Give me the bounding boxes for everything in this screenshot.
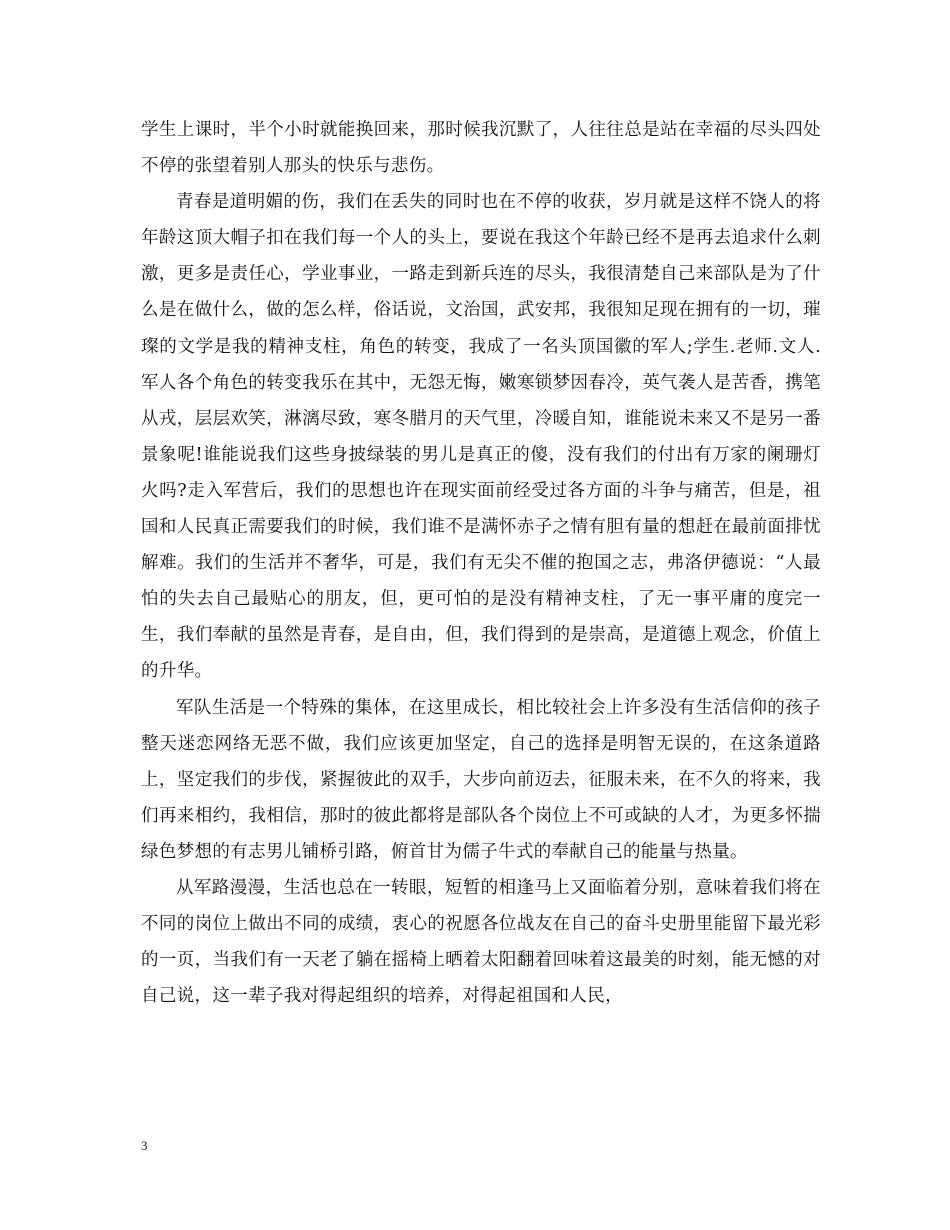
paragraph-continuation: 学生上课时，半个小时就能换回来，那时候我沉默了，人往往总是站在幸福的尽头四处不停的张望着别人那头的快乐与悲伤。 (141, 120, 821, 177)
paragraph-farewell: 从军路漫漫，生活也总在一转眼，短暂的相逢马上又面临着分别，意味着我们将在不同的岗位上做出不同的成绩，衷心的祝愿各位战友在自己的奋斗史册里能留下最光彩的一页，当我们有一天老了躺在摇椅上晒着太阳翻着回味着这最美的时刻，能无憾的对自己说，这一辈子我对得起组织的培养，对得起祖国和人民， (141, 877, 821, 1007)
paragraph-military-life: 军队生活是一个特殊的集体，在这里成长，相比较社会上许多没有生活信仰的孩子整天迷恋网络无恶不做，我们应该更加坚定，自己的选择是明智无误的，在这条道路上，坚定我们的步伐，紧握彼此的双手，大步向前迈去，征服未来，在不久的将来，我们再来相约，我相信，那时的彼此都将是部队各个岗位上不可或缺的人才，为更多怀揣绿色梦想的有志男儿铺桥引路，俯首甘为儒子牛式的奉献自己的能量与热量。 (141, 697, 821, 862)
document-body (141, 112, 821, 1014)
page-number: 3 (141, 1138, 148, 1153)
paragraph-youth: 青春是道明媚的伤，我们在丢失的同时也在不停的收获，岁月就是这样不饶人的将年龄这顶大帽子扣在我们每一个人的头上，要说在我这个年龄已经不是再去追求什么刺激，更多是责任心，学业事业，一路走到新兵连的尽头，我很清楚自己来部队是为了什么是在做什么，做的怎么样，俗话说，文治国，武安邦，我很知足现在拥有的一切，璀璨的文学是我的精神支柱，角色的转变，我成了一名头顶国徽的军人;学生.老师.文人.军人各个角色的转变我乐在其中，无怨无悔，嫩寒锁梦因春冷，英气袭人是苦香，携笔从戎，层层欢笑，淋漓尽致，寒冬腊月的天气里，冷暖自知，谁能说未来又不是另一番景象呢!谁能说我们这些身披绿装的男儿是真正的傻，没有我们的付出有万家的阑珊灯火吗?走入军营后，我们的思想也许在现实面前经受过各方面的斗争与痛苦，但是，祖国和人民真正需要我们的时候，我们谁不是满怀赤子之情有胆有量的想赶在最前面排忧解难。我们的生活并不奢华，可是，我们有无尖不催的抱国之志，弗洛伊德说：“人最怕的失去自己最贴心的朋友，但，更可怕的是没有精神支柱，了无一事平庸的度完一生，我们奉献的虽然是青春，是自由，但，我们得到的是崇高，是道德上观念，价值上的升华。 (141, 192, 821, 682)
